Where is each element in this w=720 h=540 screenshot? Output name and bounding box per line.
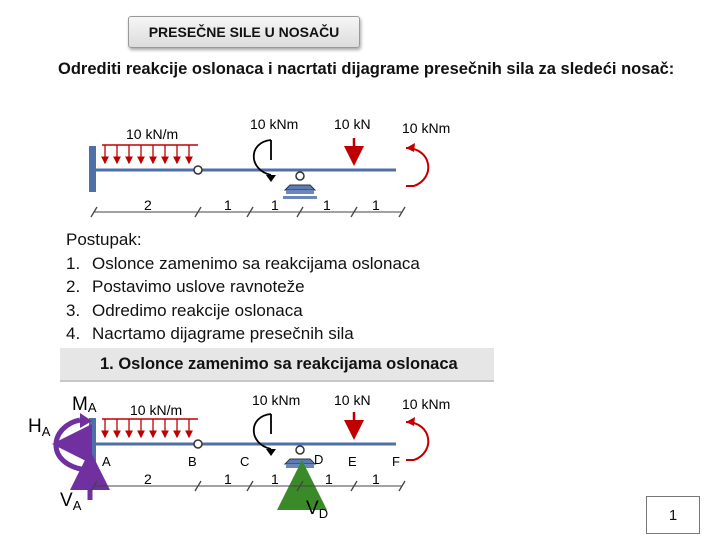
dim-label-2-5: 1	[372, 471, 380, 487]
dim-label-2-3: 1	[271, 471, 279, 487]
dimension-line-2	[91, 481, 405, 491]
procedure-step: 4. Nacrtamo dijagrame presečnih sila	[66, 324, 354, 343]
procedure-step: 1. Oslonce zamenimo sa reakcijama oslonaca	[66, 253, 420, 273]
point-e-label: E	[348, 454, 357, 469]
point-c-label: C	[240, 454, 250, 469]
dim-label-2-2: 1	[224, 471, 232, 487]
procedure-step: 3. Odredimo reakcije oslonaca	[66, 300, 303, 320]
reaction-ha-label: $H_A$	[28, 416, 51, 439]
reaction-vd-label: $V_D$	[306, 498, 329, 521]
task-statement: Odrediti reakcije oslonaca i nacrtati dijagrame presečnih sila za sledeći nosač:	[58, 60, 675, 78]
moment-1-label: 10 kNm	[250, 116, 299, 132]
dim-label-4: 1	[323, 197, 331, 213]
procedure-heading: Postupak:	[66, 230, 142, 249]
force-p-label: 10 kN	[334, 116, 371, 132]
reaction-va-label: $V_A$	[60, 490, 82, 513]
dim-label-5: 1	[372, 197, 380, 213]
pin-support-d-2	[285, 446, 315, 468]
diagram-reactions	[28, 392, 450, 521]
page-number-text: 1	[668, 506, 678, 524]
page-number	[646, 496, 700, 534]
slide-title-text: PRESEČNE SILE U NOSAČU	[148, 24, 340, 40]
moment-2-label: 10 kNm	[402, 120, 451, 136]
procedure-list	[66, 228, 420, 346]
fixed-support-wall	[89, 146, 96, 192]
moment-1-label-2: 10 kNm	[252, 392, 301, 408]
force-p-label-2: 10 kN	[334, 392, 371, 408]
load-q-label-2: 10 kN/m	[130, 402, 183, 418]
section-heading-text: 1. Oslonce zamenimo sa reakcijama oslonaca	[100, 354, 458, 373]
section-heading	[60, 348, 494, 382]
fixed-support-wall-2	[89, 418, 96, 464]
diagram-original	[89, 116, 450, 217]
pin-support-d	[283, 172, 317, 199]
reaction-ma-label: MA	[72, 394, 97, 415]
dim-label-3: 1	[271, 197, 279, 213]
moment-arc-2	[406, 148, 428, 186]
hinge-b	[194, 166, 202, 174]
point-b-label: B	[188, 454, 197, 469]
hinge-b-2	[194, 440, 202, 448]
procedure-step: 2. Postavimo uslove ravnoteže	[66, 277, 305, 296]
moment-arc-2-2	[406, 422, 428, 460]
point-f-label: F	[392, 454, 400, 469]
dim-label-2: 1	[224, 197, 232, 213]
point-a-label: A	[102, 454, 111, 469]
point-d-label: D	[314, 452, 324, 467]
dimension-line	[91, 207, 405, 217]
moment-2-label-2: 10 kNm	[402, 396, 451, 412]
distributed-load-2	[102, 419, 198, 437]
dim-label-2-1: 2	[144, 471, 152, 487]
dim-label-1: 2	[144, 197, 152, 213]
dim-label-2-4: 1	[325, 471, 333, 487]
distributed-load	[102, 145, 198, 163]
load-q-label: 10 kN/m	[126, 126, 179, 142]
